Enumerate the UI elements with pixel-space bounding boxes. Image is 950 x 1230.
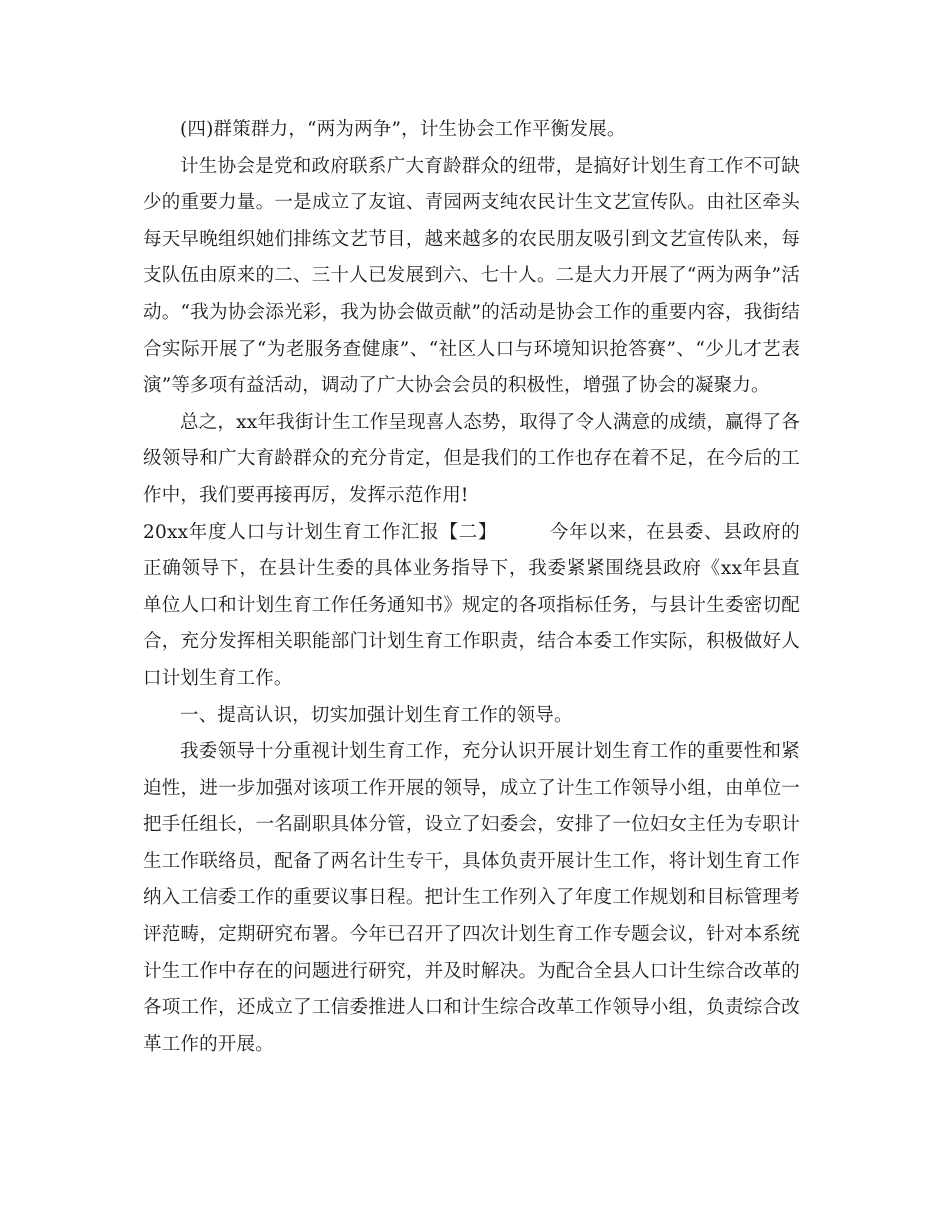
- paragraph-leadership: 我委领导十分重视计划生育工作，充分认识开展计划生育工作的重要性和紧迫性，进一步加强对该项工作开展的领导，成立了计生工作领导小组，由单位一把手任组长，一名副职具体分管，设立了妇委会，安排了一位妇女主任为专职计生工作联络员，配备了两名计生专干，具体负责开展计生工作，将计划生育工作纳入工信委工作的重要议事日程。把计生工作列入了年度工作规划和目标管理考评范畴，定期研究布署。今年已召开了四次计划生育工作专题会议，针对本系统计生工作中存在的问题进行研究，并及时解决。为配合全县人口计生综合改革的各项工作，还成立了工信委推进人口和计生综合改革工作领导小组，负责综合改革工作的开展。: [143, 741, 800, 1055]
- document-body: [143, 112, 800, 1063]
- section-title: 20xx年度人口与计划生育工作汇报【二】: [143, 521, 498, 543]
- subheading-one: 一、提高认识，切实加强计划生育工作的领导。: [180, 704, 573, 726]
- paragraph-association: 计生协会是党和政府联系广大育龄群众的纽带，是搞好计划生育工作不可缺少的重要力量。一是成立了友谊、青园两支纯农民计生文艺宣传队。由社区牵头每天早晚组织她们排练文艺节目，越来越多的农民朋友吸引到文艺宣传队来，每支队伍由原来的二、三十人已发展到六、七十人。二是大力开展了“两为两争”活动。“我为协会添光彩，我为协会做贡献”的活动是协会工作的重要内容，我街结合实际开展了“为老服务查健康”、“社区人口与环境知识抢答赛”、“少儿才艺表演”等多项有益活动，调动了广大协会会员的积极性，增强了协会的凝聚力。: [143, 155, 800, 397]
- section-two-paragraph: [143, 515, 800, 698]
- section-intro: 今年以来，在县委、县政府的正确领导下，在县计生委的具体业务指导下，我委紧紧围绕县政府《xx年县直单位人口和计划生育工作任务通知书》规定的各项指标任务，与县计生委密切配合，充分发挥相关职能部门计划生育工作职责，结合本委工作实际，积极做好人口计划生育工作。: [143, 521, 800, 689]
- paragraph-summary: 总之，xx年我街计生工作呈现喜人态势，取得了令人满意的成绩，赢得了各级领导和广大育龄群众的充分肯定，但是我们的工作也存在着不足，在今后的工作中，我们要再接再厉，发挥示范作用!: [143, 411, 800, 506]
- paragraph-heading-four: (四)群策群力，“两为两争”，计生协会工作平衡发展。: [180, 119, 626, 140]
